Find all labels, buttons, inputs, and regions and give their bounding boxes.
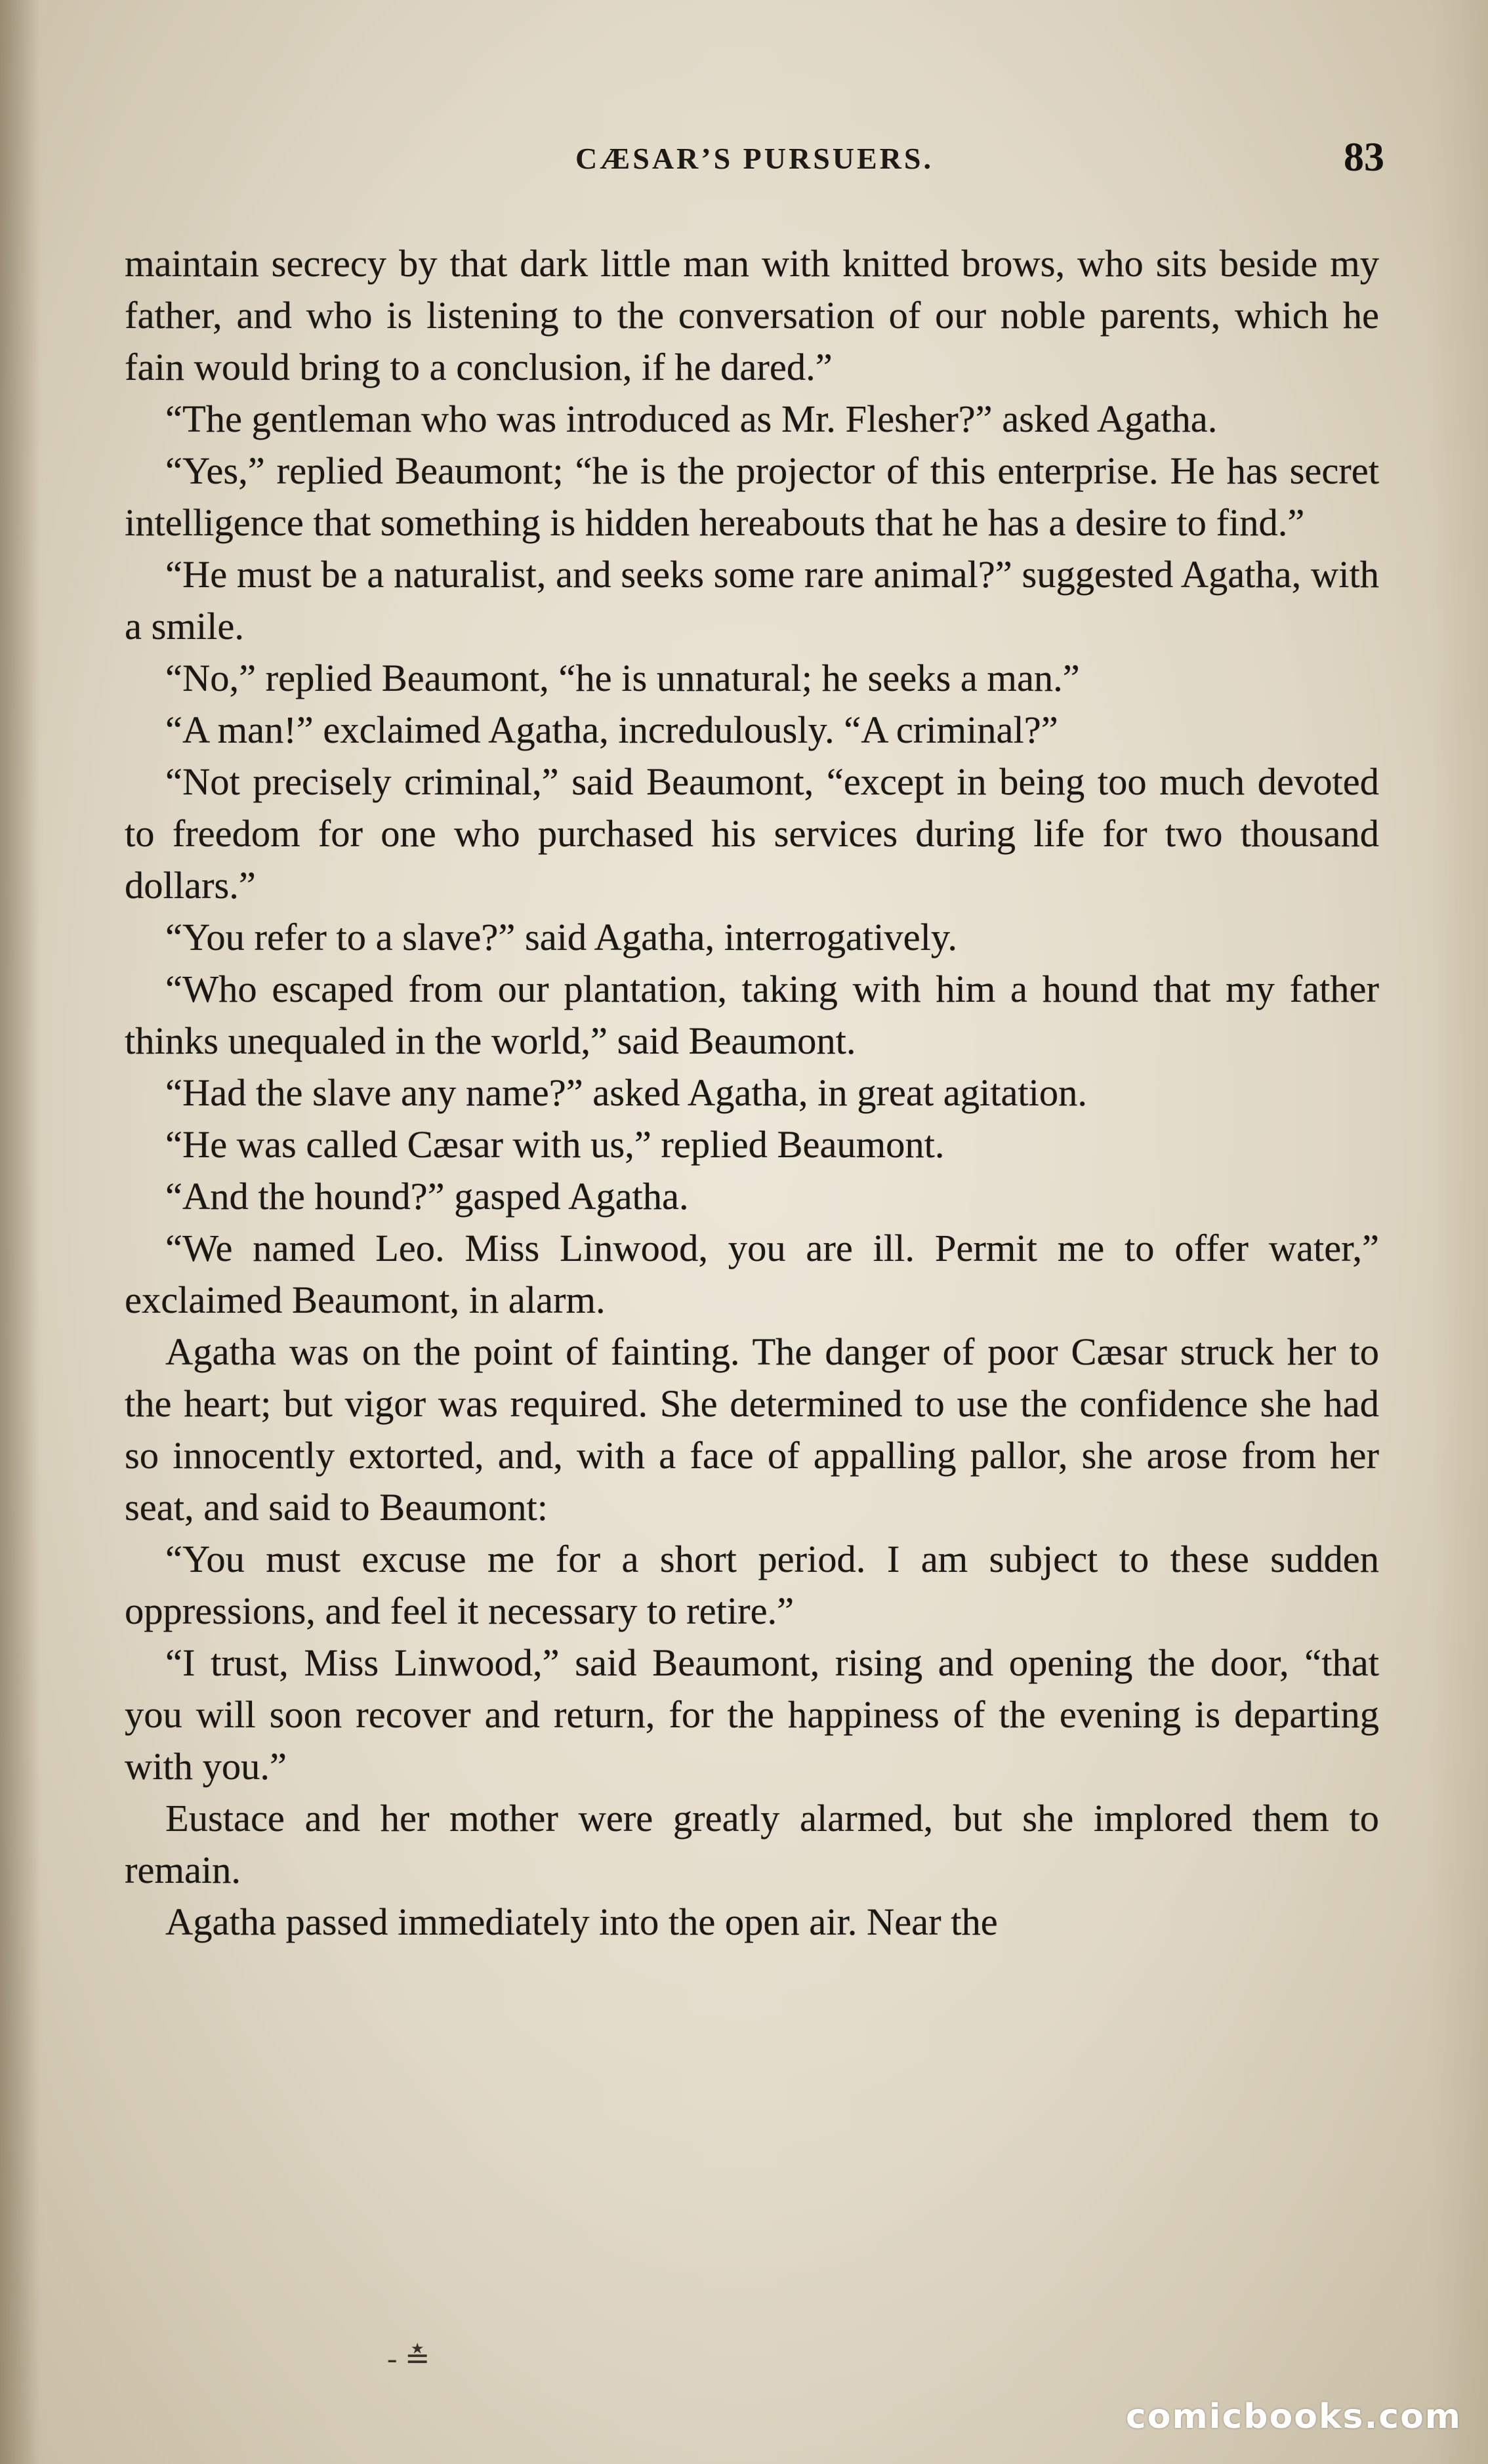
paragraph: “He must be a naturalist, and seeks some rare animal?” suggested Agatha, with a smile. xyxy=(125,553,1379,647)
paragraph: “Yes,” replied Beaumont; “he is the projector of this enterprise. He has secret intelligence that something is hidden hereabouts that he has a desire to find.” xyxy=(125,449,1379,544)
site-watermark: comicbooks.com xyxy=(1125,2397,1462,2436)
paragraph: “You refer to a slave?” said Agatha, interrogatively. xyxy=(165,916,957,958)
paragraph: “The gentleman who was introduced as Mr. Flesher?” asked Agatha. xyxy=(165,398,1218,440)
page-body xyxy=(125,237,1379,1948)
page-gutter-shadow xyxy=(0,0,39,2464)
paragraph: Agatha was on the point of fainting. The danger of poor Cæsar struck her to the heart; but vigor was required. She determined to use the confidence she had so innocently extorted, and, with a face of appalling pallor, she arose from her seat, and said to Beaumont: xyxy=(125,1330,1379,1529)
paragraph: “Not precisely criminal,” said Beaumont, “except in being too much devoted to freedom for one who purchased his services during life for two thousand dollars.” xyxy=(125,760,1379,907)
printer-signature-mark: - ≛ xyxy=(387,2341,430,2375)
paragraph: Agatha passed immediately into the open air. Near the xyxy=(165,1900,998,1943)
paragraph: “And the hound?” gasped Agatha. xyxy=(165,1175,689,1218)
paragraph: “Who escaped from our plantation, taking with him a hound that my father thinks unequaled in the world,” said Beaumont. xyxy=(125,968,1379,1062)
paragraph: “You must excuse me for a short period. I am subject to these sudden oppressions, and feel it necessary to retire.” xyxy=(125,1538,1379,1632)
paragraph: “A man!” exclaimed Agatha, incredulously. “A criminal?” xyxy=(165,708,1058,751)
paragraph: Eustace and her mother were greatly alarmed, but she implored them to remain. xyxy=(125,1797,1379,1891)
paragraph: “Had the slave any name?” asked Agatha, in great agitation. xyxy=(165,1071,1088,1114)
page-header xyxy=(125,134,1384,194)
running-head: CÆSAR’S PURSUERS. xyxy=(575,142,934,175)
paragraph: “No,” replied Beaumont, “he is unnatural; he seeks a man.” xyxy=(165,657,1080,699)
paragraph: maintain secrecy by that dark little man with knitted brows, who sits beside my father, and who is listening to the conversation of our noble parents, which he fain would bring to a conclusion, if he dared.” xyxy=(125,242,1379,388)
paragraph: “He was called Cæsar with us,” replied Beaumont. xyxy=(165,1123,945,1166)
paragraph: “We named Leo. Miss Linwood, you are ill. Permit me to offer water,” exclaimed Beaumont, in alarm. xyxy=(125,1227,1379,1321)
page-number: 83 xyxy=(1344,135,1384,180)
paragraph: “I trust, Miss Linwood,” said Beaumont, rising and opening the door, “that you will soon recover and return, for the happiness of the evening is departing with you.” xyxy=(125,1641,1379,1788)
